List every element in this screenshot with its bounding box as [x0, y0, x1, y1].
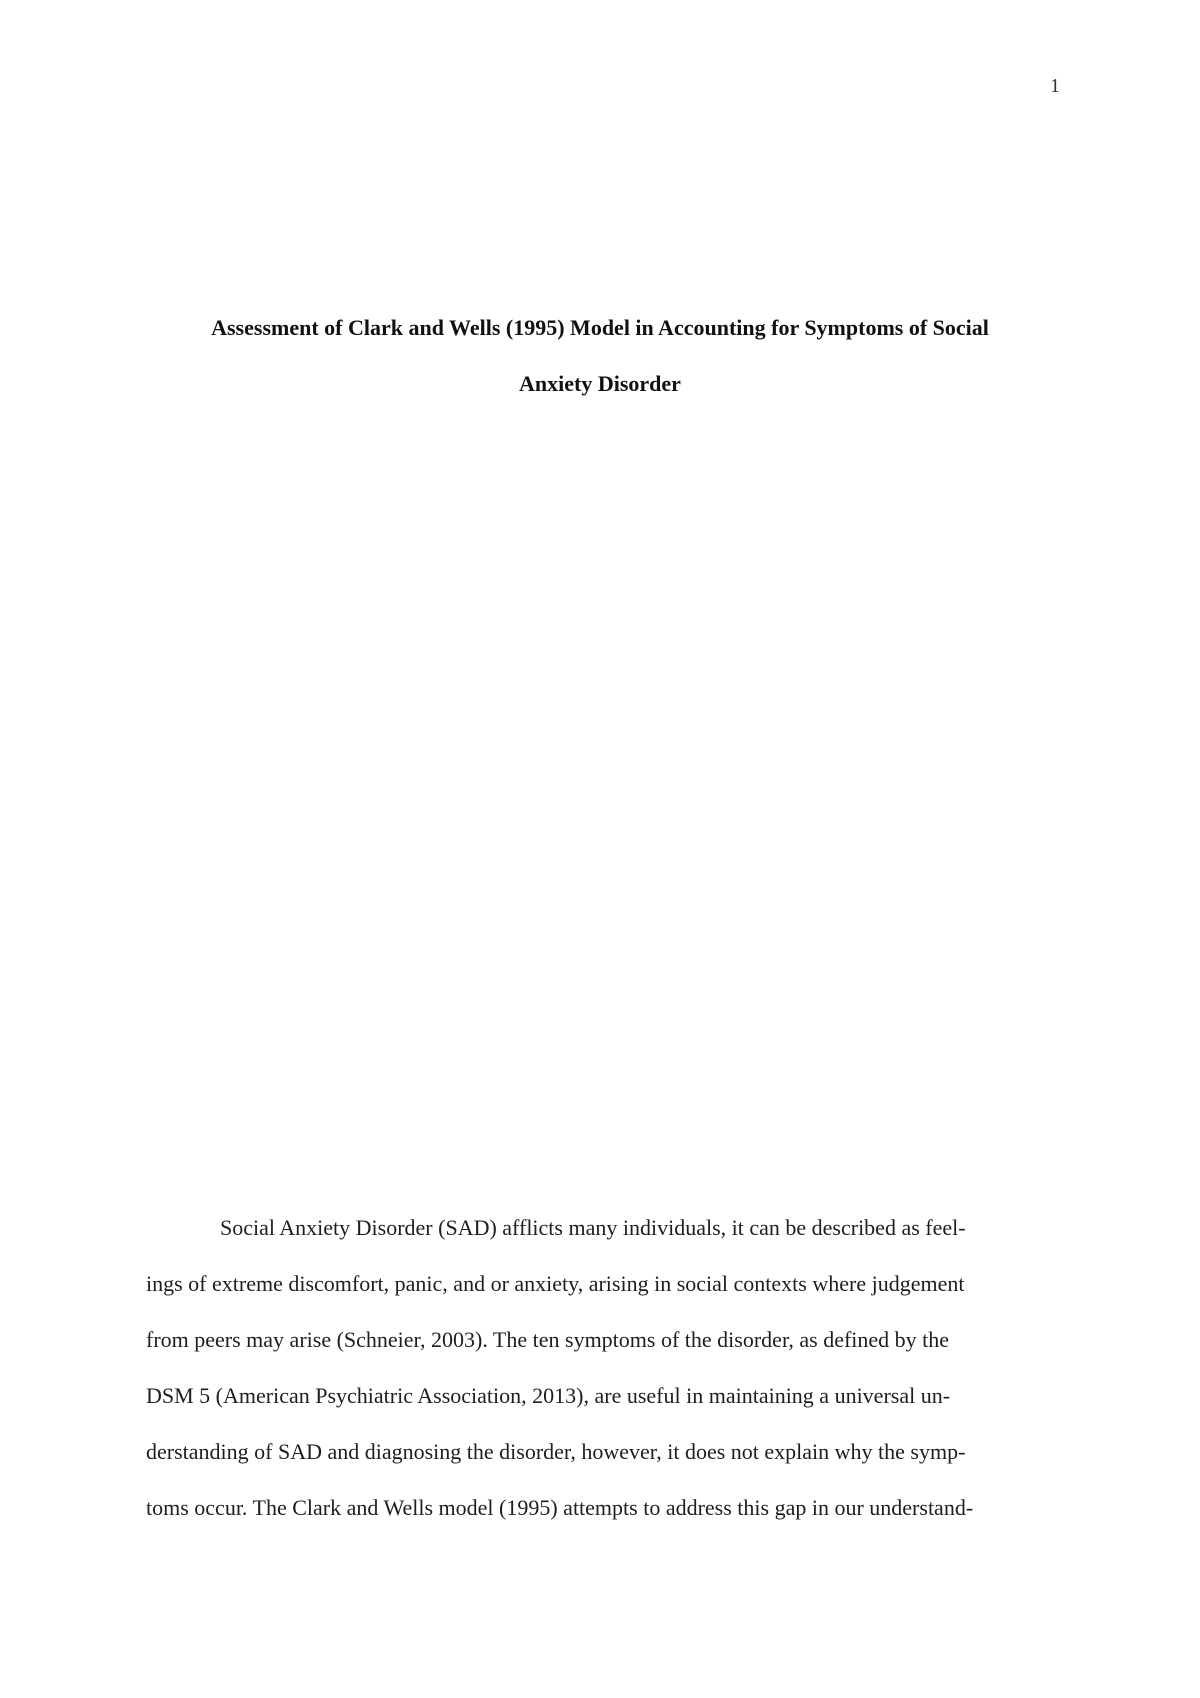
- title-line-2: Anxiety Disorder: [519, 371, 681, 396]
- body-paragraph: [146, 1200, 1064, 1536]
- paragraph-line: toms occur. The Clark and Wells model (1995) attempts to address this gap in our understand-: [146, 1495, 974, 1520]
- paragraph-line: ings of extreme discomfort, panic, and or anxiety, arising in social contexts where judgement: [146, 1271, 965, 1296]
- title-line-1: Assessment of Clark and Wells (1995) Model in Accounting for Symptoms of Social: [211, 315, 989, 340]
- page-number: 1: [1050, 75, 1060, 97]
- document-title: [145, 300, 1055, 412]
- paragraph-line: from peers may arise (Schneier, 2003). The ten symptoms of the disorder, as defined by the: [146, 1327, 950, 1352]
- paragraph-line: derstanding of SAD and diagnosing the disorder, however, it does not explain why the symp-: [146, 1439, 966, 1464]
- paragraph-line: Social Anxiety Disorder (SAD) afflicts many individuals, it can be described as feel-: [220, 1215, 966, 1240]
- paragraph-line: DSM 5 (American Psychiatric Association, 2013), are useful in maintaining a universal un-: [146, 1383, 951, 1408]
